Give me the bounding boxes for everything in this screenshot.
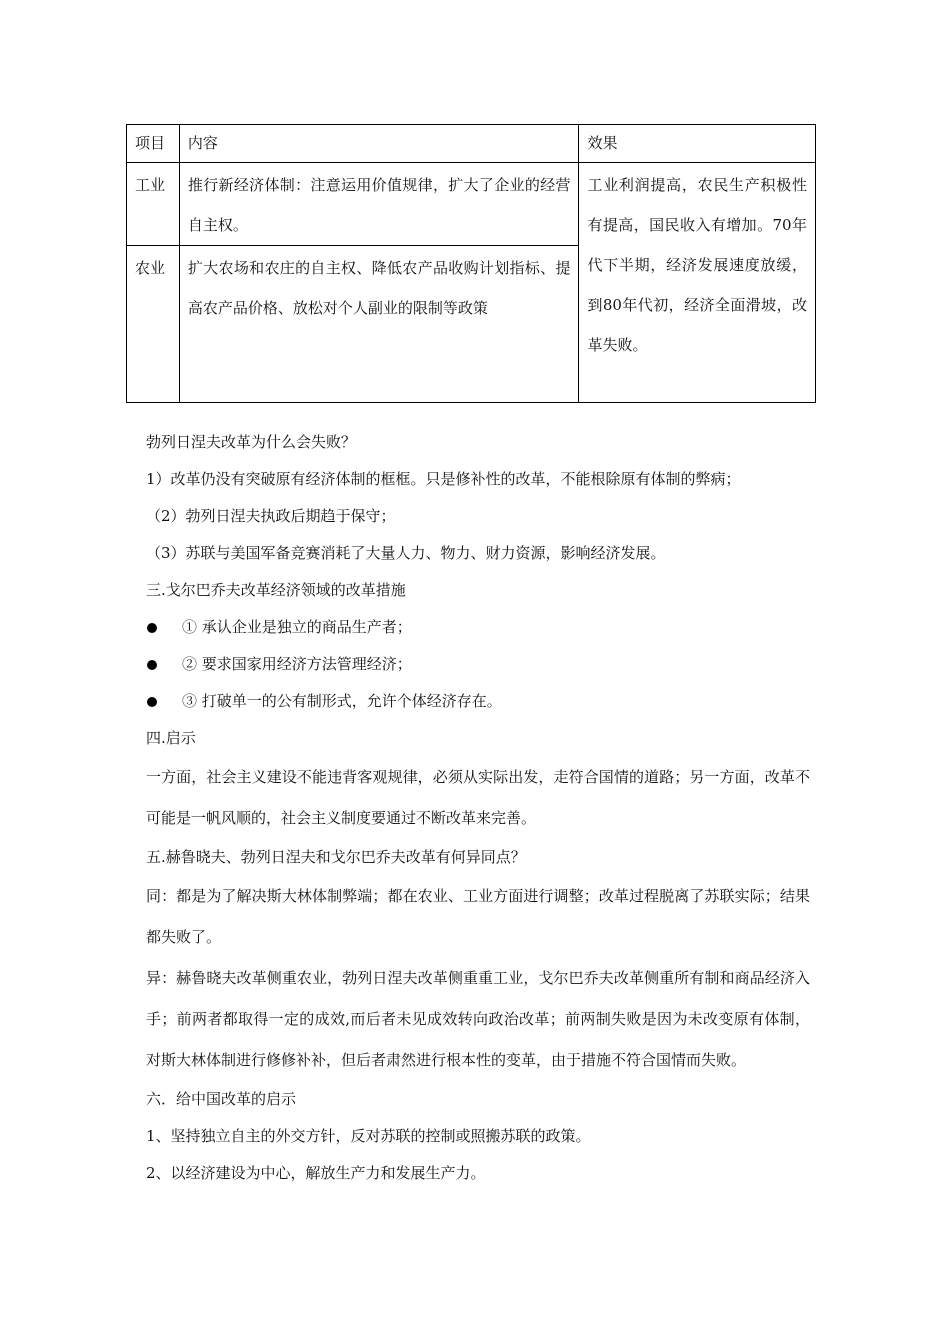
table-row-industry <box>127 163 816 246</box>
failure-reason-1: 1）改革仍没有突破原有经济体制的框框。只是修补性的改革，不能根除原有体制的弊病； <box>146 470 741 488</box>
list-item <box>146 609 810 646</box>
china-point-2: 2、以经济建设为中心，解放生产力和发展生产力。 <box>146 1164 486 1182</box>
failure-question: 勃列日涅夫改革为什么会失败？ <box>146 433 357 451</box>
header-effect: 效果 <box>579 125 816 163</box>
list-item <box>146 646 810 683</box>
row-item-industry: 工业 <box>127 163 180 246</box>
china-point-1: 1、坚持独立自主的外交方针，反对苏联的控制或照搬苏联的政策。 <box>146 1127 591 1145</box>
document-body <box>146 424 810 1192</box>
lesson-heading: 四.启示 <box>146 729 196 747</box>
effect-cell: 工业利润提高，农民生产积极性有提高，国民收入有增加。70年代下半期，经济发展速度放缓，到80年代初，经济全面滑坡，改革失败。 <box>579 163 816 403</box>
gorbachev-measure-1: ① 承认企业是独立的商品生产者； <box>182 618 412 636</box>
bullet-icon <box>147 697 157 707</box>
compare-same: 同：都是为了解决斯大林体制弊端；都在农业、工业方面进行调整；改革过程脱离了苏联实际；结果都失败了。 <box>146 887 810 946</box>
failure-reason-3: （3）苏联与美国军备竞赛消耗了大量人力、物力、财力资源，影响经济发展。 <box>146 544 666 562</box>
bullet-icon <box>147 660 157 670</box>
reform-table <box>126 124 816 403</box>
row-content-industry: 推行新经济体制：注意运用价值规律，扩大了企业的经营自主权。 <box>179 163 579 246</box>
compare-heading: 五.赫鲁晓夫、勃列日涅夫和戈尔巴乔夫改革有何异同点？ <box>146 848 526 866</box>
header-content: 内容 <box>179 125 579 163</box>
china-heading: 六．给中国改革的启示 <box>146 1090 297 1108</box>
list-item <box>146 683 810 720</box>
lesson-text: 一方面，社会主义建设不能违背客观规律，必须从实际出发，走符合国情的道路；另一方面，改革不可能是一帆风顺的，社会主义制度要通过不断改革来完善。 <box>146 768 810 827</box>
row-content-agriculture: 扩大农场和农庄的自主权、降低农产品收购计划指标、提高农产品价格、放松对个人副业的限制等政策 <box>179 246 579 403</box>
gorbachev-heading: 三.戈尔巴乔夫改革经济领域的改革措施 <box>146 581 406 599</box>
compare-diff: 异：赫鲁晓夫改革侧重农业，勃列日涅夫改革侧重重工业，戈尔巴乔夫改革侧重所有制和商品经济入手；前两者都取得一定的成效,而后者未见成效转向政治改革；前两制失败是因为未改变原有体制，对斯大林体制进行修修补补，但后者肃然进行根本性的变革，由于措施不符合国情而失败。 <box>146 969 810 1069</box>
table-header-row <box>127 125 816 163</box>
failure-reason-2: （2）勃列日涅夫执政后期趋于保守； <box>146 507 396 525</box>
header-item: 项目 <box>127 125 180 163</box>
row-item-agriculture: 农业 <box>127 246 180 403</box>
gorbachev-measure-2: ② 要求国家用经济方法管理经济； <box>182 655 412 673</box>
gorbachev-measure-3: ③ 打破单一的公有制形式，允许个体经济存在。 <box>182 692 502 710</box>
bullet-icon <box>147 623 157 633</box>
